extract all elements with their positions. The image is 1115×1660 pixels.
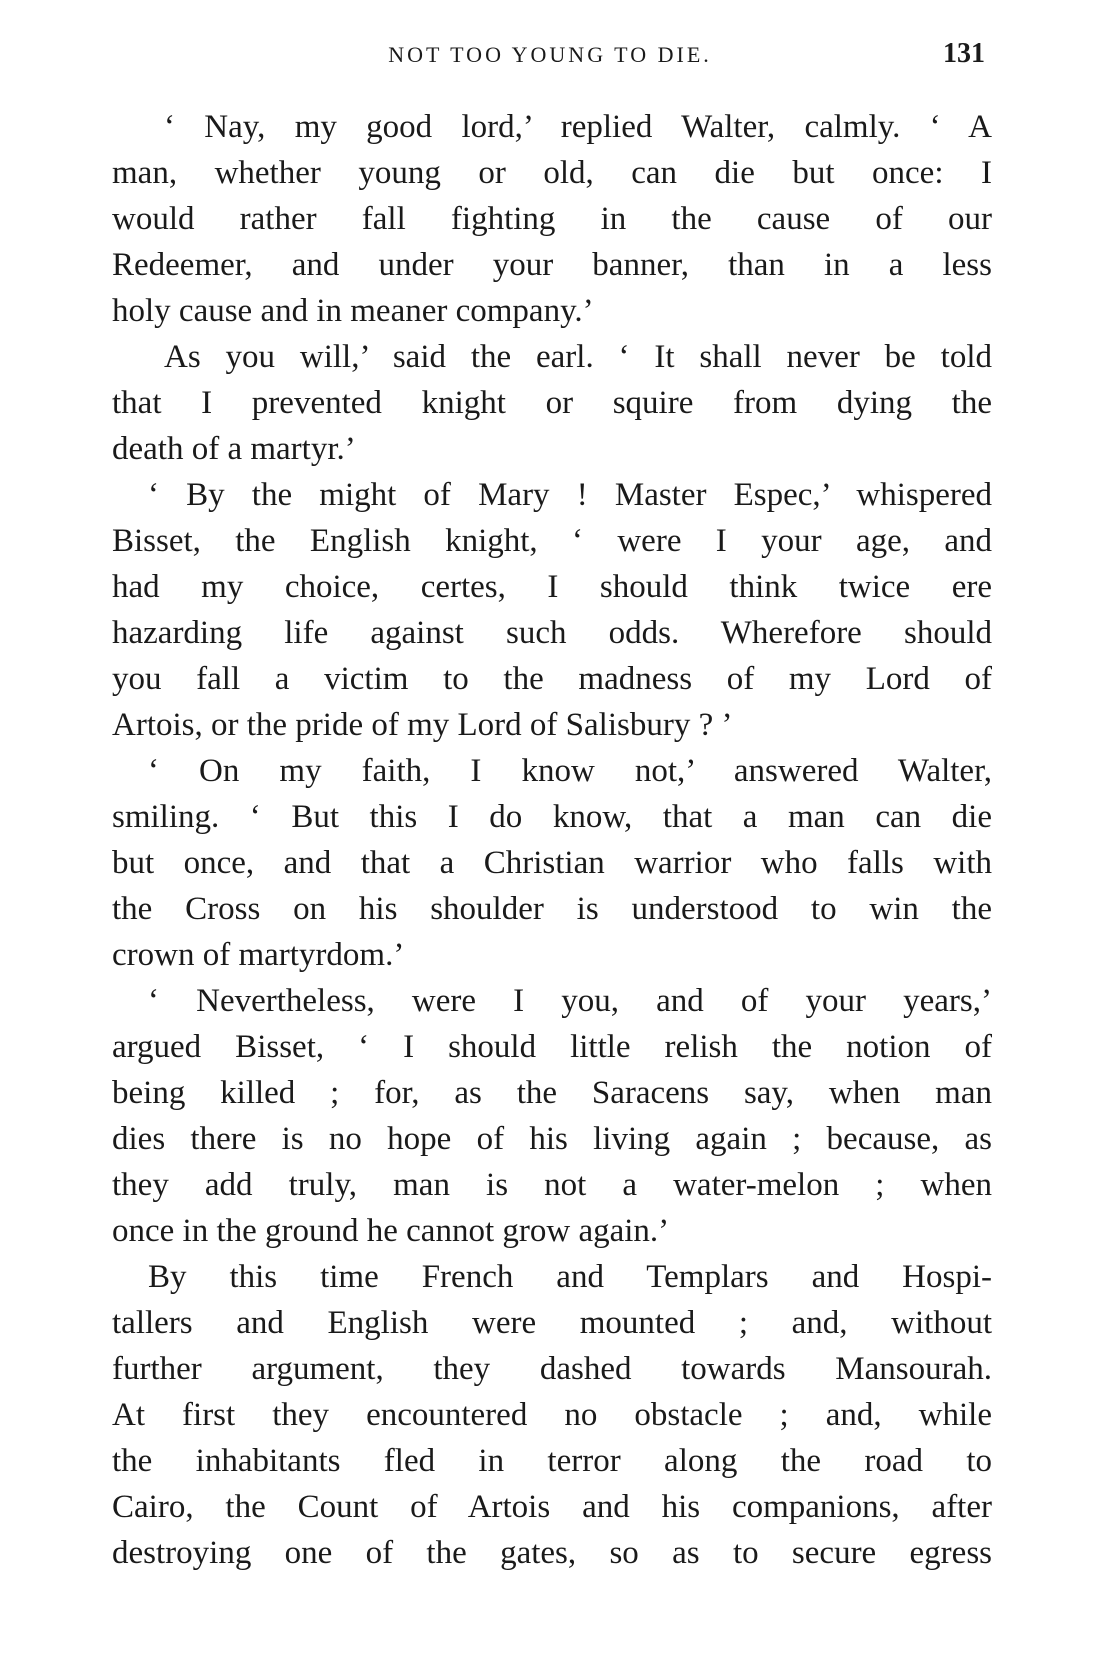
body-text: [112, 104, 992, 1576]
text-line: hazarding life against such odds. Wherefore should: [112, 615, 992, 651]
text-line: crown of martyrdom.’: [112, 937, 405, 973]
text-line: smiling. ‘ But this I do know, that a man can die: [112, 799, 992, 835]
text-line: ‘ Nevertheless, were I you, and of your years,’: [148, 983, 992, 1019]
text-line: Artois, or the pride of my Lord of Salisbury ? ’: [112, 707, 733, 743]
paragraph: [112, 978, 992, 1254]
text-line: Bisset, the English knight, ‘ were I your age, and: [112, 523, 992, 559]
paragraph: [112, 748, 992, 978]
paragraph: [112, 1254, 992, 1576]
text-line: destroying one of the gates, so as to secure egress: [112, 1535, 992, 1571]
text-line: death of a martyr.’: [112, 431, 356, 467]
text-line: tallers and English were mounted ; and, without: [112, 1305, 992, 1341]
text-line: As you will,’ said the earl. ‘ It shall never be told: [164, 339, 992, 375]
paragraph: [112, 472, 992, 748]
paragraph: [112, 334, 992, 472]
text-line: man, whether young or old, can die but once: I: [112, 155, 992, 191]
text-line: holy cause and in meaner company.’: [112, 293, 594, 329]
text-line: the Cross on his shoulder is understood to win the: [112, 891, 992, 927]
text-line: you fall a victim to the madness of my Lord of: [112, 661, 992, 697]
text-line: once in the ground he cannot grow again.’: [112, 1213, 670, 1249]
text-line: At first they encountered no obstacle ; and, while: [112, 1397, 992, 1433]
text-line: had my choice, certes, I should think twice ere: [112, 569, 992, 605]
page-number: 131: [943, 38, 985, 69]
paragraph: [112, 104, 992, 334]
running-head: [115, 38, 985, 78]
text-line: the inhabitants fled in terror along the road to: [112, 1443, 992, 1479]
text-line: argued Bisset, ‘ I should little relish the notion of: [112, 1029, 992, 1065]
text-line: that I prevented knight or squire from dying the: [112, 385, 992, 421]
running-title: NOT TOO YOUNG TO DIE.: [388, 42, 712, 67]
text-line: being killed ; for, as the Saracens say, when man: [112, 1075, 992, 1111]
text-line: dies there is no hope of his living again ; because, as: [112, 1121, 992, 1157]
text-line: ‘ On my faith, I know not,’ answered Walter,: [148, 753, 992, 789]
text-line: Cairo, the Count of Artois and his companions, after: [112, 1489, 992, 1525]
text-line: ‘ By the might of Mary ! Master Espec,’ whispered: [148, 477, 992, 513]
text-line: they add truly, man is not a water-melon ; when: [112, 1167, 992, 1203]
text-line: ‘ Nay, my good lord,’ replied Walter, calmly. ‘ A: [164, 109, 992, 145]
text-line: further argument, they dashed towards Mansourah.: [112, 1351, 992, 1387]
text-line: By this time French and Templars and Hospi-: [148, 1259, 992, 1295]
text-line: would rather fall fighting in the cause of our: [112, 201, 992, 237]
text-line: but once, and that a Christian warrior who falls with: [112, 845, 992, 881]
text-line: Redeemer, and under your banner, than in a less: [112, 247, 992, 283]
